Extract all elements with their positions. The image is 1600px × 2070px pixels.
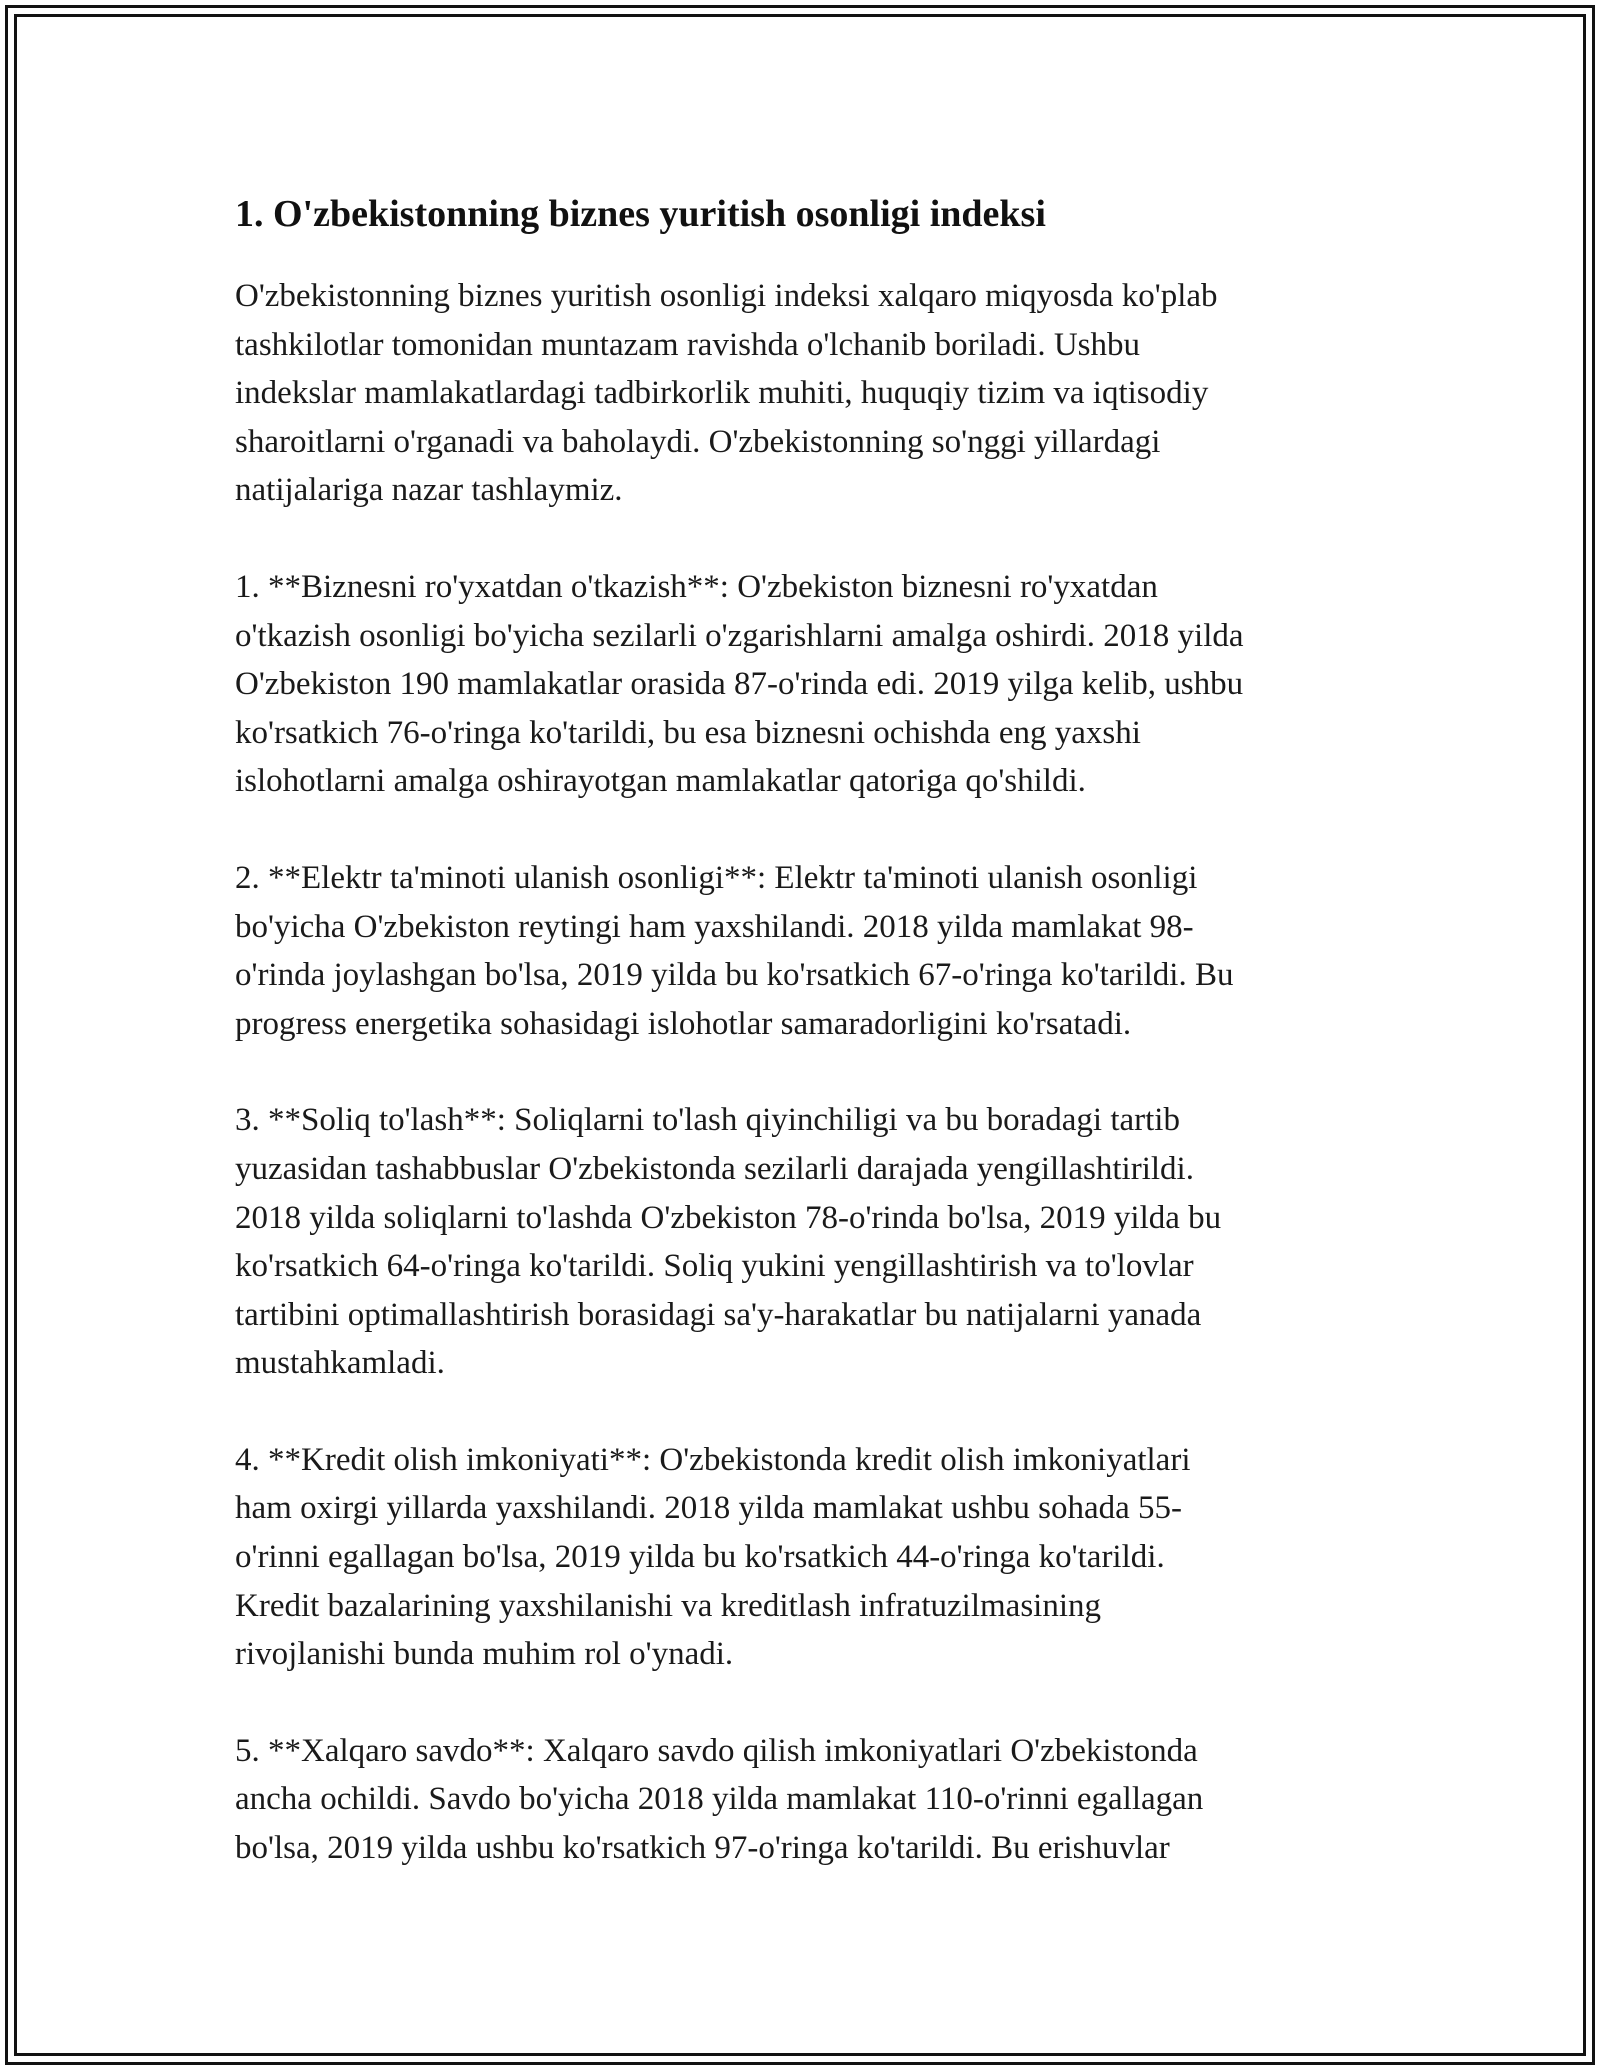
paragraph-line: natijalariga nazar tashlaymiz. xyxy=(235,472,623,509)
document-body xyxy=(235,184,1375,1921)
paragraph-taxes xyxy=(235,1096,1375,1388)
paragraph-line: 1. **Biznesni ro'yxatdan o'tkazish**: O'zbekiston biznesni ro'yxatdan xyxy=(235,568,1158,605)
paragraph-line: O'zbekiston 190 mamlakatlar orasida 87-o'rinda edi. 2019 yilga kelib, ushbu xyxy=(235,666,1244,703)
paragraph-electricity xyxy=(235,854,1375,1048)
paragraph-line: ko'rsatkich 64-o'ringa ko'tarildi. Soliq yukini yengillashtirish va to'lovlar xyxy=(235,1248,1194,1285)
page-title: 1. O'zbekistonning biznes yuritish osonligi indeksi xyxy=(235,193,1046,235)
paragraph-line: yuzasidan tashabbuslar O'zbekistonda sezilarli darajada yengillashtirildi. xyxy=(235,1150,1194,1187)
paragraph-line: Kredit bazalarining yaxshilanishi va kreditlash infratuzilmasining xyxy=(235,1587,1102,1624)
paragraph-line: 4. **Kredit olish imkoniyati**: O'zbekistonda kredit olish imkoniyatlari xyxy=(235,1441,1191,1478)
paragraph-credit xyxy=(235,1436,1375,1679)
paragraph-line: islohotlarni amalga oshirayotgan mamlakatlar qatoriga qo'shildi. xyxy=(235,763,1086,800)
paragraph-line: rivojlanishi bunda muhim rol o'ynadi. xyxy=(235,1636,734,1673)
paragraph-line: 2018 yilda soliqlarni to'lashda O'zbekiston 78-o'rinda bo'lsa, 2019 yilda bu xyxy=(235,1199,1222,1236)
paragraph-line: progress energetika sohasidagi islohotlar samaradorligini ko'rsatadi. xyxy=(235,1005,1132,1042)
paragraph-line: tartibini optimallashtirish borasidagi sa'y-harakatlar bu natijalarni yanada xyxy=(235,1296,1202,1333)
paragraph-line: 5. **Xalqaro savdo**: Xalqaro savdo qilish imkoniyatlari O'zbekistonda xyxy=(235,1732,1198,1769)
paragraph-business-registration xyxy=(235,563,1375,806)
paragraph-line: 2. **Elektr ta'minoti ulanish osonligi**: Elektr ta'minoti ulanish osonligi xyxy=(235,859,1198,896)
paragraph-trade xyxy=(235,1727,1375,1873)
paragraph-line: O'zbekistonning biznes yuritish osonligi indeksi xalqaro miqyosda ko'plab xyxy=(235,278,1218,314)
paragraph-line: sharoitlarni o'rganadi va baholaydi. O'zbekistonning so'nggi yillardagi xyxy=(235,423,1161,460)
paragraph-line: ham oxirgi yillarda yaxshilandi. 2018 yilda mamlakat ushbu sohada 55- xyxy=(235,1490,1183,1527)
paragraph-line: tashkilotlar tomonidan muntazam ravishda o'lchanib boriladi. Ushbu xyxy=(235,326,1141,363)
paragraph-line: o'rinni egallagan bo'lsa, 2019 yilda bu ko'rsatkich 44-o'ringa ko'tarildi. xyxy=(235,1539,1165,1576)
paragraph-line: bo'lsa, 2019 yilda ushbu ko'rsatkich 97-o'ringa ko'tarildi. Bu erishuvlar xyxy=(235,1830,1170,1867)
paragraph-line: o'tkazish osonligi bo'yicha sezilarli o'zgarishlarni amalga oshirdi. 2018 yilda xyxy=(235,617,1244,654)
paragraph-line: mustahkamladi. xyxy=(235,1345,445,1382)
paragraph-line: 3. **Soliq to'lash**: Soliqlarni to'lash qiyinchiligi va bu boradagi tartib xyxy=(235,1102,1180,1139)
paragraph-line: ancha ochildi. Savdo bo'yicha 2018 yilda mamlakat 110-o'rinni egallagan xyxy=(235,1781,1204,1818)
paragraph-line: ko'rsatkich 76-o'ringa ko'tarildi, bu esa biznesni ochishda eng yaxshi xyxy=(235,714,1141,751)
paragraph-line: bo'yicha O'zbekiston reytingi ham yaxshilandi. 2018 yilda mamlakat 98- xyxy=(235,908,1194,945)
paragraph-line: indekslar mamlakatlardagi tadbirkorlik muhiti, huquqiy tizim va iqtisodiy xyxy=(235,375,1209,412)
paragraph-intro xyxy=(235,272,1375,515)
paragraph-line: o'rinda joylashgan bo'lsa, 2019 yilda bu ko'rsatkich 67-o'ringa ko'tarildi. Bu xyxy=(235,957,1234,994)
